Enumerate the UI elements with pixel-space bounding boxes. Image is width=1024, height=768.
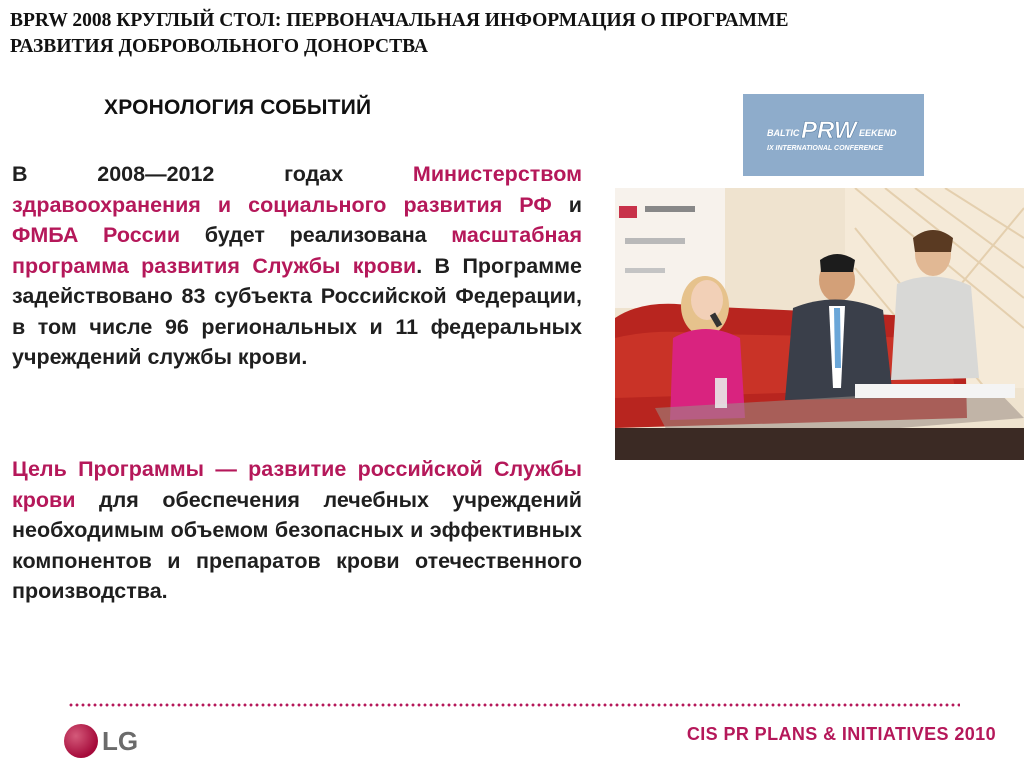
program-goal-paragraph bbox=[12, 454, 582, 607]
logo-subtitle: IX INTERNATIONAL CONFERENCE bbox=[767, 145, 884, 152]
highlight-program: масштабная программа развития Службы крови bbox=[12, 223, 582, 278]
highlight-ministry: Министерством здравоохранения и социального развития РФ bbox=[12, 162, 582, 217]
text-run: для обеспечения лечебных учреждений необходимым объемом безопасных и эффективных компонентов и препаратов крови отечественного производства. bbox=[12, 487, 582, 603]
program-description-paragraph bbox=[12, 159, 582, 373]
highlight-fmba: ФМБА России bbox=[12, 223, 181, 247]
lg-logo bbox=[64, 724, 144, 760]
text-run: будет реализована bbox=[180, 223, 452, 247]
logo-letters-prw: PRW bbox=[801, 117, 857, 144]
page-title-line-1: BPRW 2008 КРУГЛЫЙ СТОЛ: ПЕРВОНАЧАЛЬНАЯ ИНФОРМАЦИЯ О ПРОГРАММЕ bbox=[10, 10, 789, 31]
logo-word-weekend: EEKEND bbox=[859, 128, 897, 138]
text-run: и bbox=[551, 192, 582, 217]
conference-logo-graphic bbox=[743, 94, 924, 176]
logo-word-baltic: BALTIC bbox=[767, 128, 800, 138]
text-run: В 2008—2012 годах bbox=[12, 162, 413, 186]
section-heading: ХРОНОЛОГИЯ СОБЫТИЙ bbox=[104, 96, 372, 119]
footer-tagline: CIS PR PLANS & INITIATIVES 2010 bbox=[686, 724, 996, 744]
highlight-goal: Цель Программы — развитие российской Службы крови bbox=[12, 457, 582, 512]
roundtable-photo bbox=[615, 188, 1024, 460]
page-title bbox=[10, 8, 950, 60]
page-title-line-2: РАЗВИТИЯ ДОБРОВОЛЬНОГО ДОНОРСТВА bbox=[10, 36, 428, 57]
footer-divider bbox=[68, 702, 960, 708]
lg-face-icon bbox=[64, 724, 98, 758]
lg-brand-text: LG bbox=[102, 726, 139, 756]
text-run: . В Программе задействовано 83 субъекта Российской Федерации, в том числе 96 региональных и 11 федеральных учреждений службы крови. bbox=[12, 253, 582, 369]
roundtable-photo-graphic bbox=[615, 188, 1024, 460]
conference-logo bbox=[743, 94, 924, 176]
